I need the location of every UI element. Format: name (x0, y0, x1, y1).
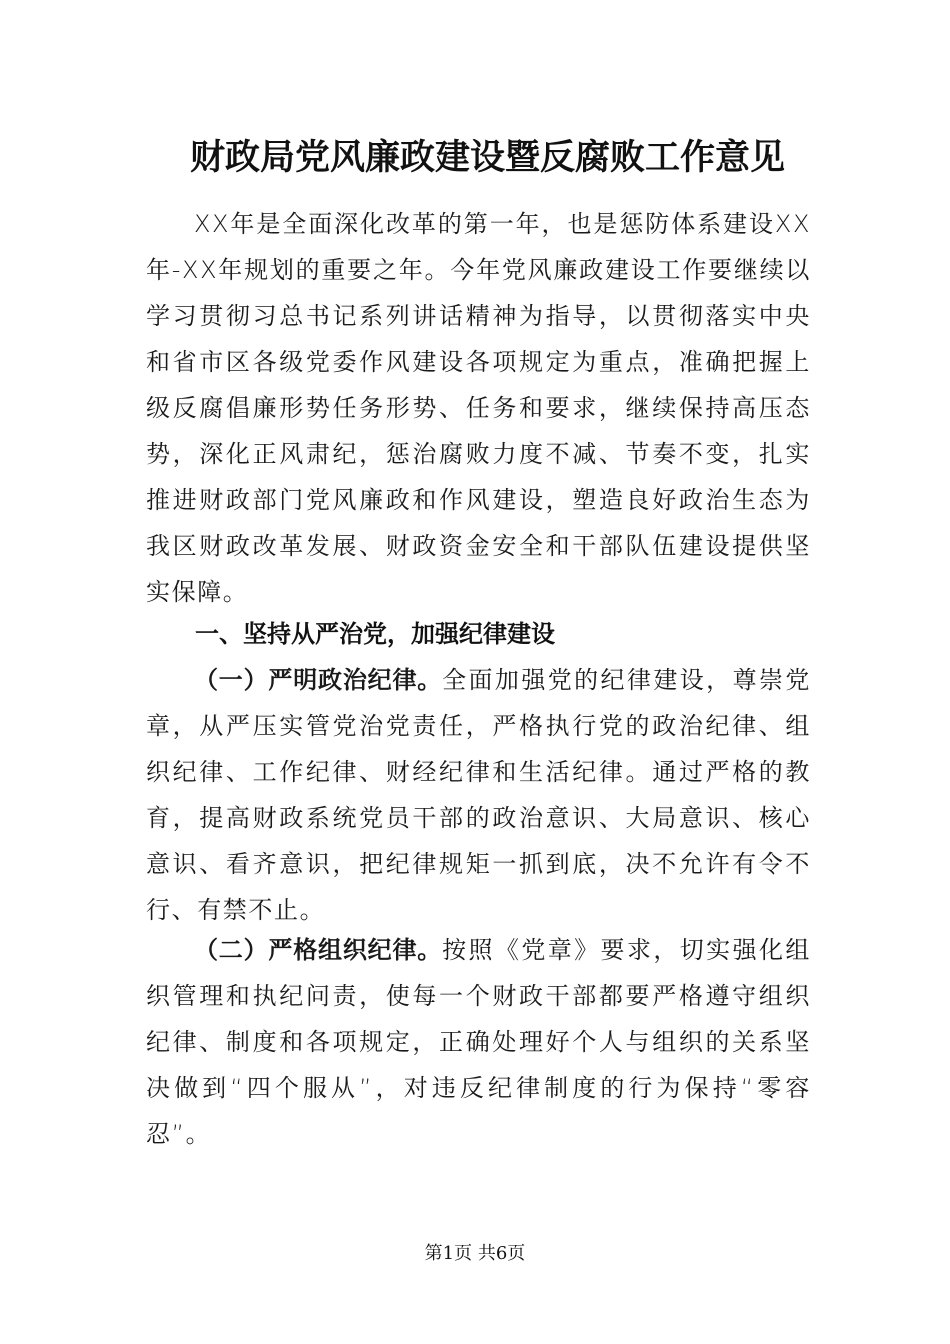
item2-paragraph (146, 927, 811, 1157)
item1-block (146, 657, 811, 933)
section-heading: 一、坚持从严治党，加强纪律建设 (195, 620, 555, 648)
item1-paragraph (146, 657, 811, 933)
intro-block (146, 201, 811, 615)
item1-lead: （一）严明政治纪律。 (194, 666, 443, 694)
document-title: 财政局党风廉政建设暨反腐败工作意见 (190, 137, 786, 178)
intro-paragraph: XX年是全面深化改革的第一年，也是惩防体系建设XX年-XX年规划的重要之年。今年党风廉政建设工作要继续以学习贯彻习总书记系列讲话精神为指导，以贯彻落实中央和省市区各级党委作风建设各项规定为重点，准确把握上级反腐倡廉形势任务形势、任务和要求，继续保持高压态势，深化正风肃纪，惩治腐败力度不减、节奏不变，扎实推进财政部门党风廉政和作风建设，塑造良好政治生态为我区财政改革发展、财政资金安全和干部队伍建设提供坚实保障。 (146, 210, 811, 606)
page-footer: 第1页 共6页 (424, 1243, 526, 1264)
item1-text: 全面加强党的纪律建设，尊崇党章，从严压实管党治党责任，严格执行党的政治纪律、组织纪律、工作纪律、财经纪律和生活纪律。通过严格的教育，提高财政系统党员干部的政治意识、大局意识、核心意识、看齐意识，把纪律规矩一抓到底，决不允许有令不行、有禁不止。 (146, 666, 812, 924)
item2-lead: （二）严格组织纪律。 (194, 936, 443, 964)
item2-text: 按照《党章》要求，切实强化组织管理和执纪问责，使每一个财政干部都要严格遵守组织纪律、制度和各项规定，正确处理好个人与组织的关系坚决做到“四个服从”，对违反纪律制度的行为保持“零容忍”。 (146, 936, 812, 1148)
item2-block (146, 927, 811, 1157)
